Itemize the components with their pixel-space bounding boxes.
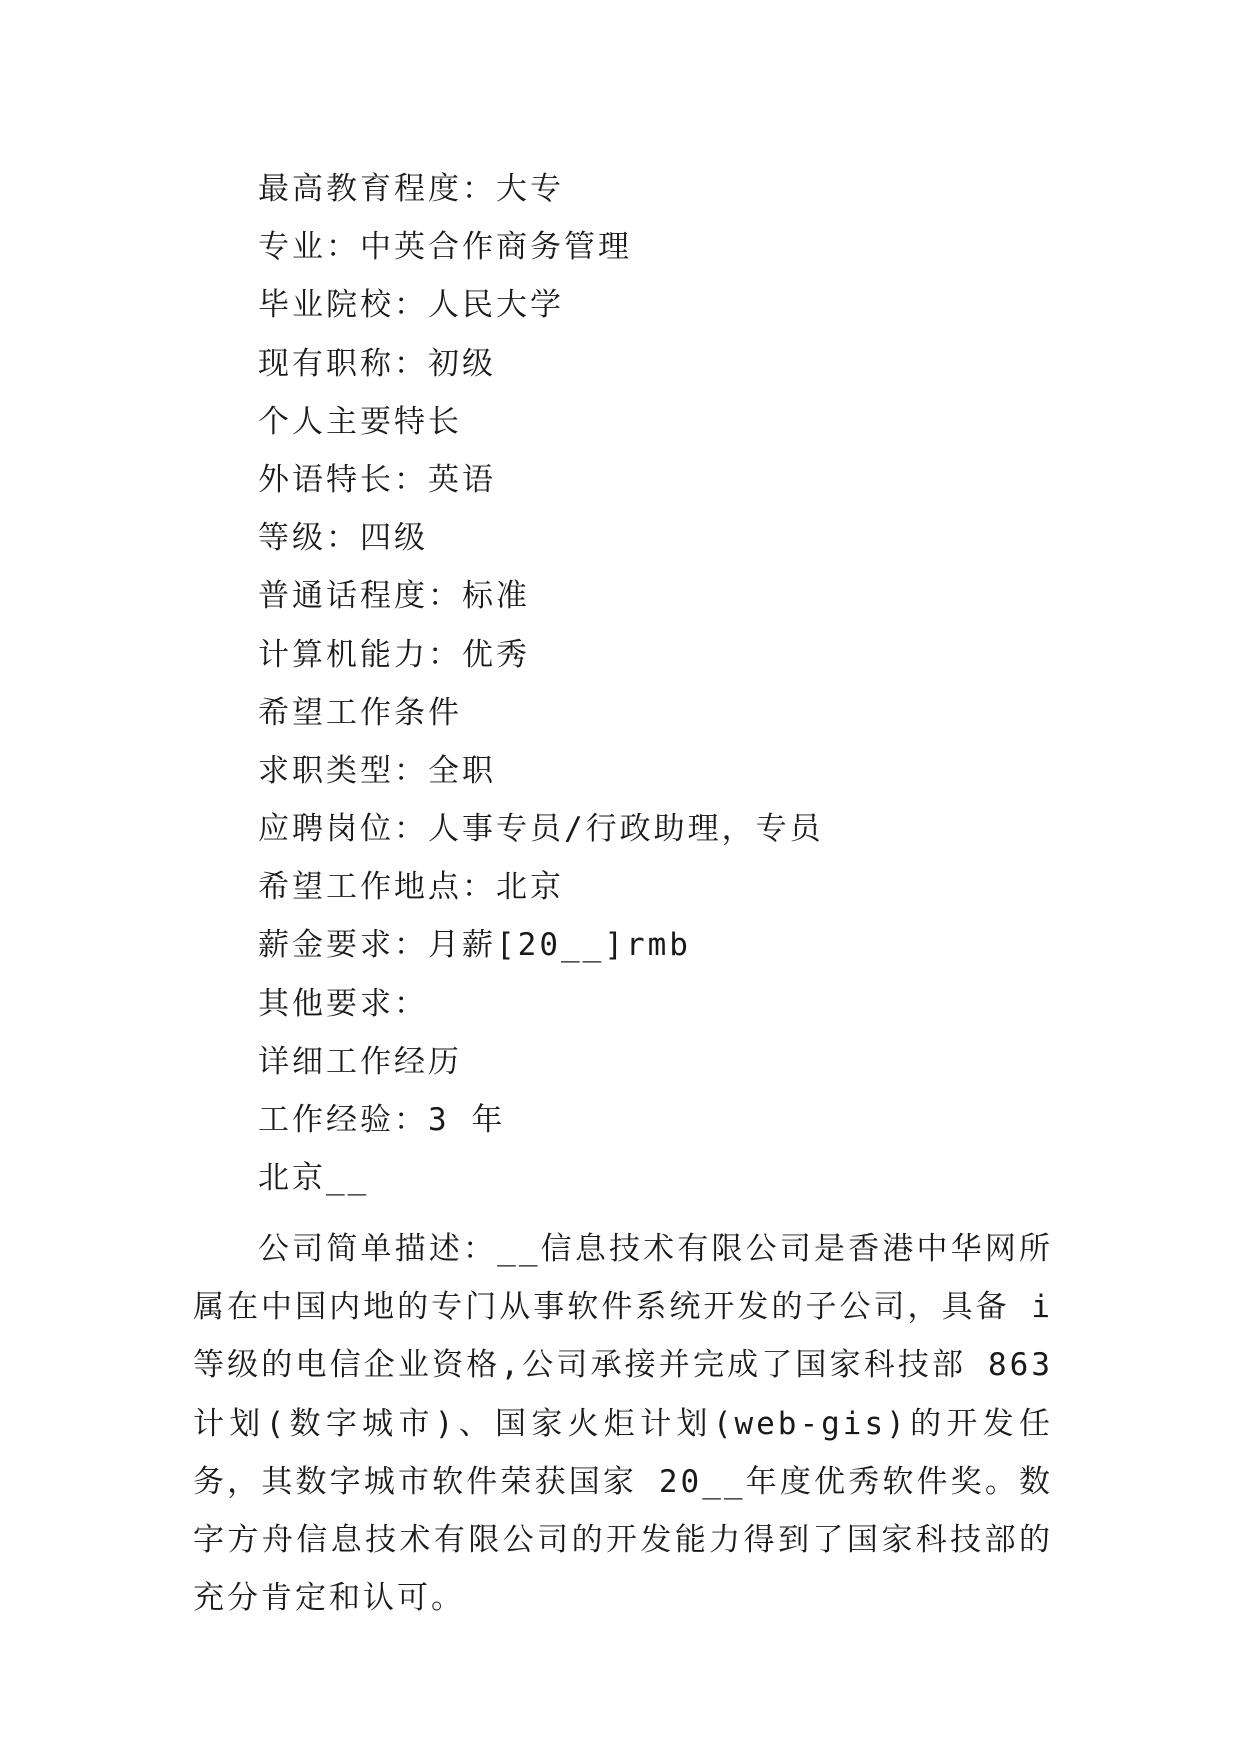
field-job-type: 求职类型：全职: [258, 752, 496, 789]
field-computer-skill: 计算机能力：优秀: [258, 636, 530, 673]
field-experience: 工作经验：3 年: [258, 1102, 506, 1138]
section-job-conditions-heading: 希望工作条件: [258, 694, 462, 731]
field-major: 专业：中英合作商务管理: [258, 229, 632, 266]
resume-fields: [258, 160, 1058, 1207]
field-other-requirements: 其他要求：: [258, 985, 428, 1022]
field-education: 最高教育程度：大专: [258, 171, 564, 207]
company-description: 公司简单描述：__信息技术有限公司是香港中华网所属在中国内地的专门从事软件系统开发的子公司，具备 i 等级的电信企业资格,公司承接并完成了国家科技部 863 计划(数字城市)、国家火炬计划(web-gis)的开发任务，其数字城市软件荣获国家 20__年度优秀软件奖。数字方舟信息技术有限公司的开发能力得到了国家科技部的充分肯定和认可。: [193, 1231, 1053, 1617]
field-company-city: 北京__: [258, 1160, 370, 1197]
section-skills-heading: 个人主要特长: [258, 403, 462, 440]
field-position: 应聘岗位：人事专员/行政助理，专员: [258, 811, 824, 848]
field-foreign-language: 外语特长：英语: [258, 461, 496, 498]
field-level: 等级：四级: [258, 520, 428, 557]
field-salary: 薪金要求：月薪[20__]rmb: [258, 927, 691, 964]
field-location: 希望工作地点：北京: [258, 869, 564, 906]
section-work-history-heading: 详细工作经历: [258, 1043, 462, 1080]
field-school: 毕业院校：人民大学: [258, 287, 564, 324]
field-title: 现有职称：初级: [258, 345, 496, 382]
field-mandarin: 普通话程度：标准: [258, 578, 530, 615]
